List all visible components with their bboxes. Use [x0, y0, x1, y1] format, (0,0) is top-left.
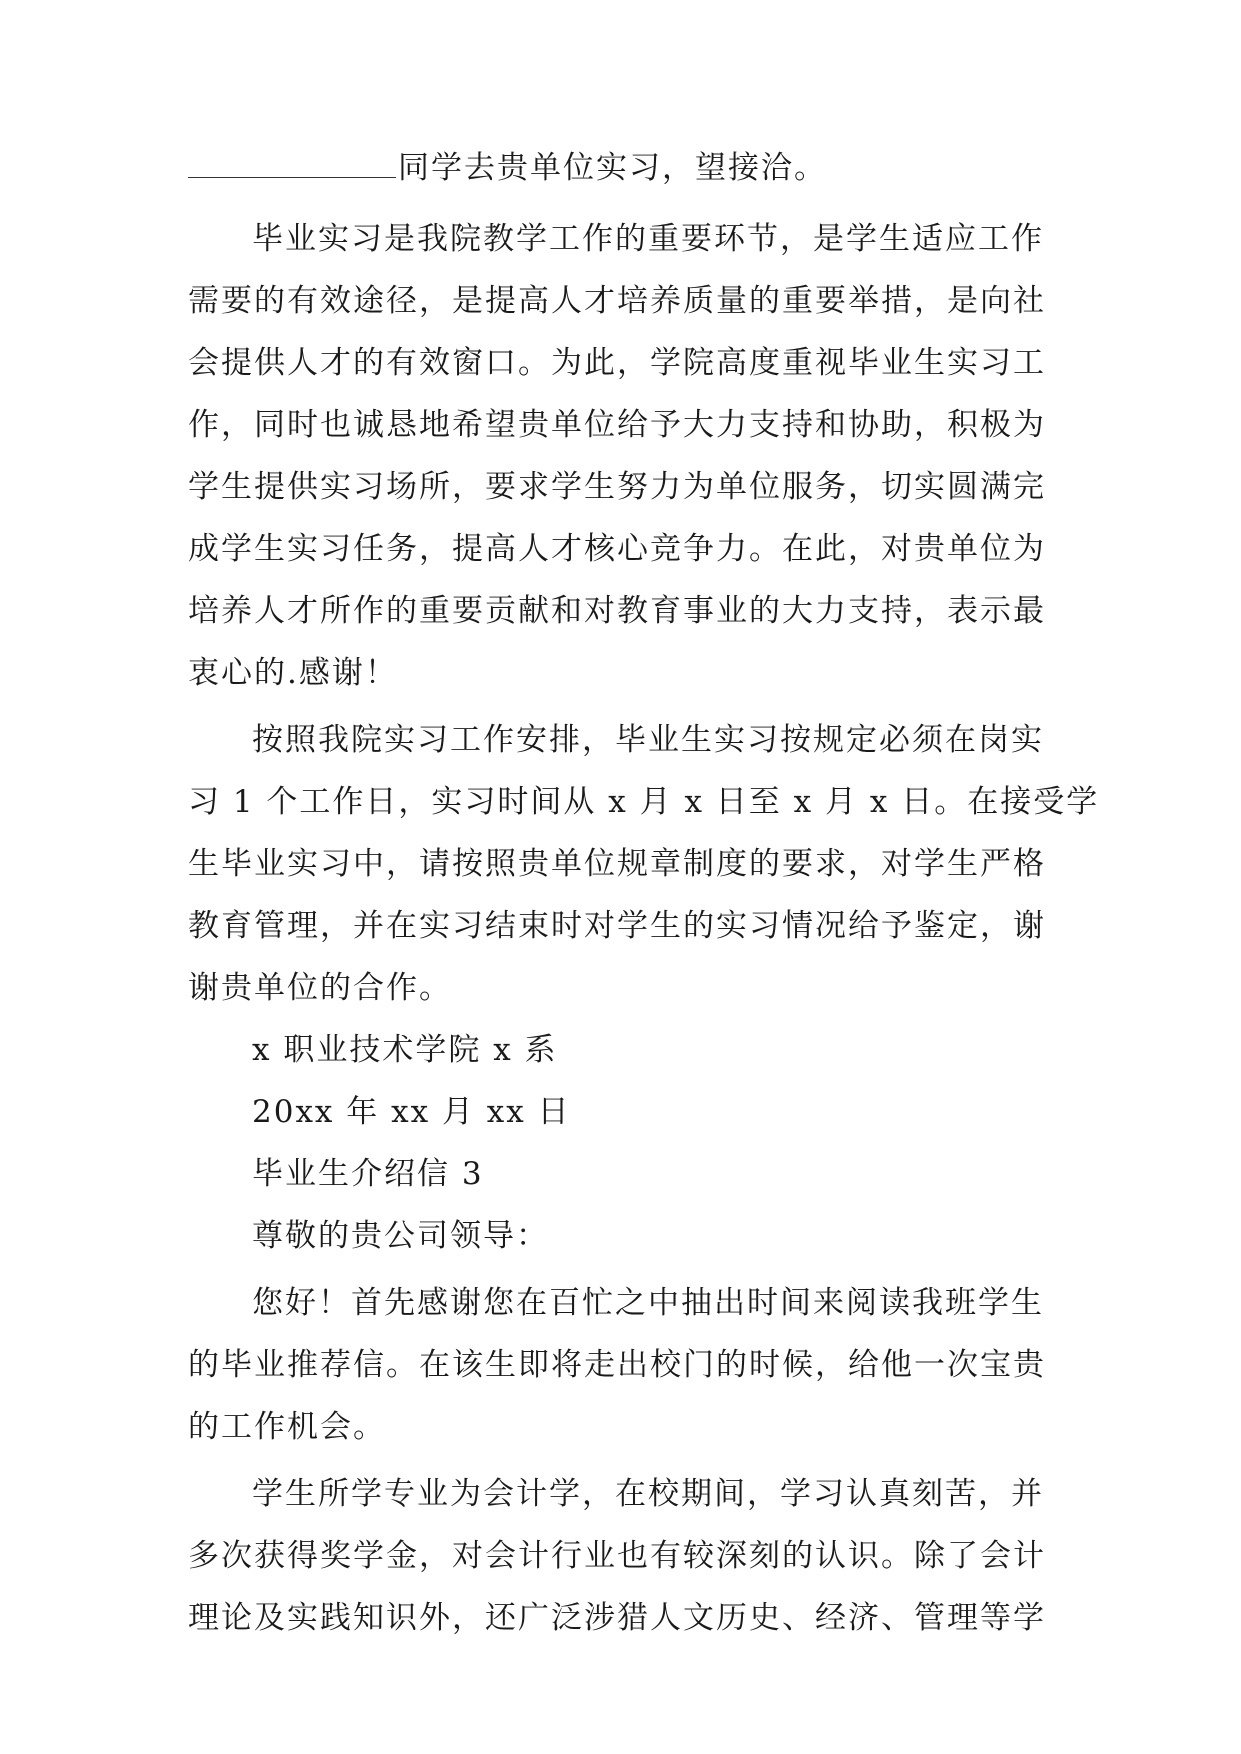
text-line: 的毕业推荐信。在该生即将走出校门的时候，给他一次宝贵: [188, 1347, 1046, 1383]
text-line: 习 1 个工作日，实习时间从 x 月 x 日至 x 月 x 日。在接受学: [188, 784, 1100, 820]
text-line: 的工作机会。: [188, 1409, 386, 1445]
blank-underline: [188, 149, 396, 178]
text-line: 谢贵单位的合作。: [188, 970, 452, 1006]
text-line: 会提供人才的有效窗口。为此，学院高度重视毕业生实习工: [188, 345, 1046, 381]
text-line: 培养人才所作的重要贡献和对教育事业的大力支持，表示最: [188, 593, 1046, 629]
text-line: 衷心的.感谢！: [188, 655, 398, 691]
text-line: 您好！首先感谢您在百忙之中抽出时间来阅读我班学生: [252, 1285, 1044, 1321]
text-line: 成学生实习任务，提高人才核心竞争力。在此，对贵单位为: [188, 531, 1046, 567]
text-line: 毕业实习是我院教学工作的重要环节，是学生适应工作: [252, 221, 1044, 257]
text-line: 多次获得奖学金，对会计行业也有较深刻的认识。除了会计: [188, 1538, 1046, 1574]
text-line: 20xx 年 xx 月 xx 日: [252, 1094, 571, 1130]
text-line: 按照我院实习工作安排，毕业生实习按规定必须在岗实: [252, 722, 1044, 758]
text-line: [188, 148, 827, 188]
line-text: 同学去贵单位实习，望接洽。: [398, 150, 827, 186]
text-line: 毕业生介绍信 3: [252, 1156, 484, 1192]
text-line: 生毕业实习中，请按照贵单位规章制度的要求，对学生严格: [188, 846, 1046, 882]
text-line: 学生提供实习场所，要求学生努力为单位服务，切实圆满完: [188, 469, 1046, 505]
text-line: 需要的有效途径，是提高人才培养质量的重要举措，是向社: [188, 283, 1046, 319]
text-line: 教育管理，并在实习结束时对学生的实习情况给予鉴定，谢: [188, 908, 1046, 944]
text-line: 作，同时也诚恳地希望贵单位给予大力支持和协助，积极为: [188, 407, 1046, 443]
text-line: 学生所学专业为会计学，在校期间，学习认真刻苦，并: [252, 1476, 1044, 1512]
text-line: x 职业技术学院 x 系: [252, 1032, 558, 1068]
text-line: 理论及实践知识外，还广泛涉猎人文历史、经济、管理等学: [188, 1600, 1046, 1636]
text-line: 尊敬的贵公司领导：: [252, 1218, 549, 1254]
